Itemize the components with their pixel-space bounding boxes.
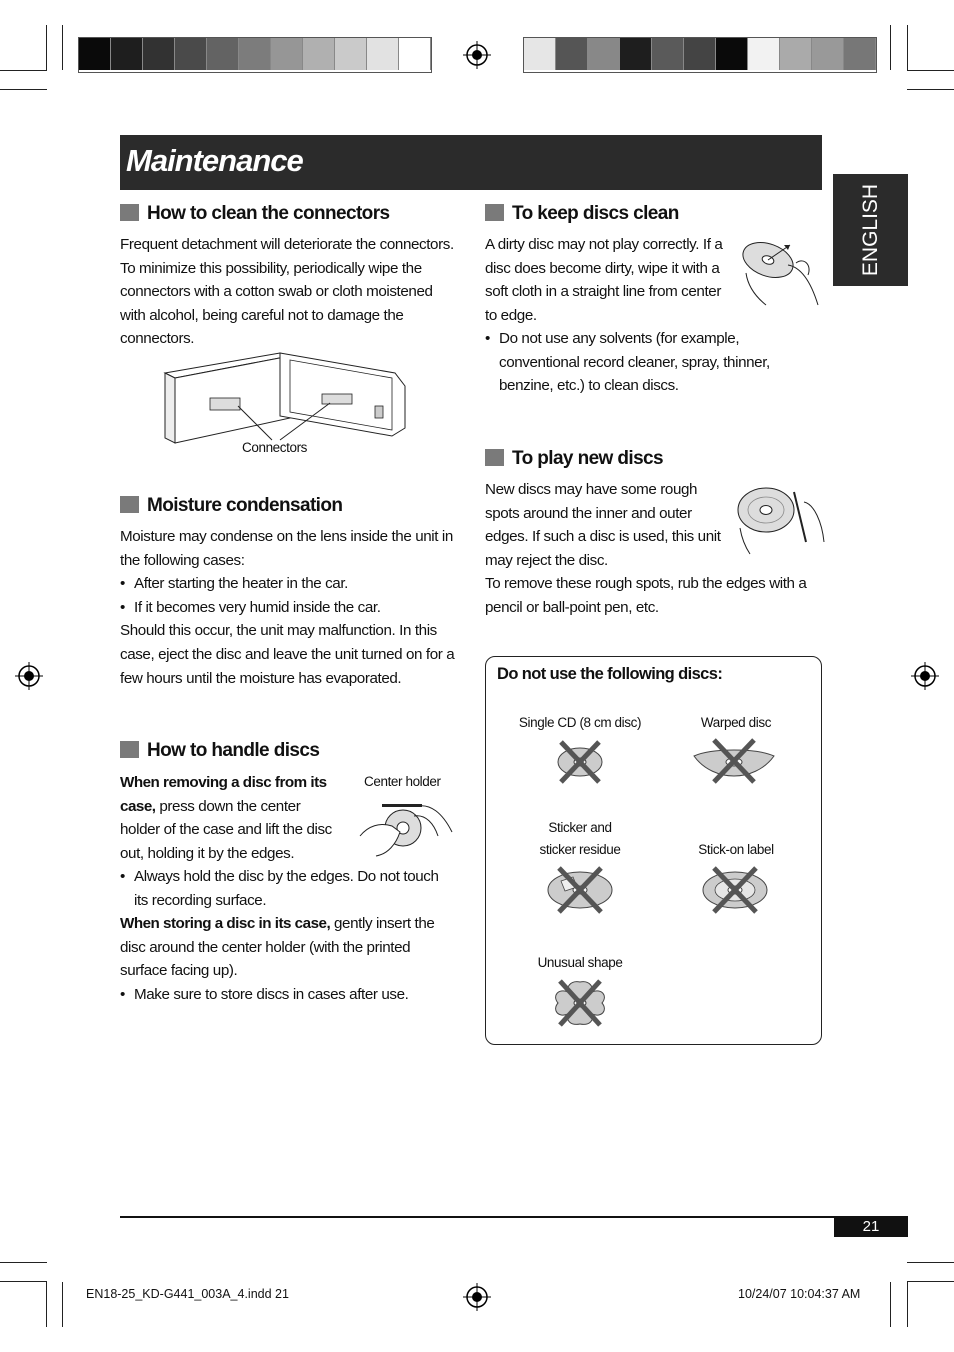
- unusual-shape-icon: [550, 978, 610, 1028]
- handle-bullet-1: • Always hold the disc by the edges. Do not touch its recording surface.: [120, 865, 455, 912]
- color-swatch: [588, 38, 620, 70]
- handle-bullet-2: • Make sure to store discs in cases after use.: [120, 983, 455, 1007]
- color-swatch: [111, 38, 143, 70]
- do-not-use-heading: Do not use the following discs:: [497, 665, 723, 683]
- title-bar: [120, 135, 822, 190]
- color-swatch: [207, 38, 239, 70]
- color-swatch: [748, 38, 780, 70]
- section-square-icon: [485, 204, 504, 221]
- color-swatch: [175, 38, 207, 70]
- color-swatch: [812, 38, 844, 70]
- moisture-bullet-1: • After starting the heater in the car.: [120, 572, 455, 596]
- color-swatch: [620, 38, 652, 70]
- unusual-shape-label: Unusual shape: [537, 955, 623, 970]
- handle-removing: [120, 771, 338, 865]
- color-swatch: [367, 38, 399, 70]
- moisture-heading: Moisture condensation: [120, 495, 342, 517]
- footer-rule: [120, 1216, 908, 1218]
- color-swatch: [684, 38, 716, 70]
- registration-mark-icon: [911, 662, 939, 690]
- color-swatch: [239, 38, 271, 70]
- color-swatch: [303, 38, 335, 70]
- file-info: EN18-25_KD-G441_003A_4.indd 21: [86, 1287, 289, 1301]
- new-discs-body-2: To remove these rough spots, rub the edges with a pencil or ball-point pen, etc.: [485, 575, 807, 616]
- color-swatch: [556, 38, 588, 70]
- moisture-intro: Moisture may condense on the lens inside the unit in the following cases:: [120, 528, 453, 569]
- new-discs-body-1: New discs may have some rough spots around the inner and outer edges. If such a disc is used, this unit may reject the disc.: [485, 481, 721, 569]
- keep-clean-heading: To keep discs clean: [485, 203, 679, 225]
- storing-text: gently insert the disc around the center holder (with the printed surface facing up).: [120, 915, 435, 980]
- warped-disc-icon: [692, 736, 776, 786]
- color-swatch: [716, 38, 748, 70]
- section-square-icon: [120, 204, 139, 221]
- color-swatch: [399, 38, 431, 70]
- stick-on-label-icon: [700, 865, 770, 915]
- keep-clean-bullet: • Do not use any solvents (for example, conventional record cleaner, spray, thinner, benzine, etc.) to clean discs.: [485, 327, 820, 398]
- single-cd-label: Single CD (8 cm disc): [518, 715, 642, 730]
- sticker-label: [510, 817, 650, 861]
- moisture-bullet-2: • If it becomes very humid inside the car.: [120, 596, 455, 620]
- print-timestamp: 10/24/07 10:04:37 AM: [738, 1287, 861, 1301]
- section-square-icon: [120, 741, 139, 758]
- language-tab: [833, 174, 908, 286]
- new-discs-heading: To play new discs: [485, 448, 663, 470]
- color-swatch: [335, 38, 367, 70]
- removing-text: press down the center holder of the case and lift the disc out, holding it by the edges.: [120, 797, 332, 862]
- wipe-disc-figure: [738, 235, 828, 310]
- color-swatch: [652, 38, 684, 70]
- unit-connectors-figure: [160, 348, 410, 448]
- registration-mark-icon: [463, 41, 491, 69]
- single-cd-icon: [555, 738, 605, 786]
- page-number: 21: [834, 1217, 908, 1237]
- moisture-body: [120, 525, 455, 690]
- color-swatch: [524, 38, 556, 70]
- color-swatch: [844, 38, 876, 70]
- connectors-heading: How to clean the connectors: [120, 203, 389, 225]
- warped-disc-label: Warped disc: [700, 715, 772, 730]
- connectors-body: Frequent detachment will deteriorate the connectors. To minimize this possibility, periodically wipe the connectors with a cotton swab or cloth moistened with alcohol, being careful not to damage the connectors.: [120, 236, 454, 348]
- rub-disc-figure: [734, 482, 828, 556]
- center-holder-figure: [358, 796, 458, 860]
- color-swatch: [143, 38, 175, 70]
- page-title: Maintenance: [126, 143, 303, 178]
- moisture-outro: Should this occur, the unit may malfunction. In this case, eject the disc and leave the unit turned on for a few hours until the moisture has evaporated.: [120, 622, 455, 687]
- sticker-label-line-1: Sticker and: [548, 820, 612, 835]
- registration-mark-icon: [15, 662, 43, 690]
- language-label: ENGLISH: [858, 183, 882, 277]
- connectors-caption: Connectors: [242, 440, 308, 455]
- color-swatch: [79, 38, 111, 70]
- section-square-icon: [120, 496, 139, 513]
- center-holder-caption: Center holder: [364, 774, 441, 789]
- storing-bold: When storing a disc in its case,: [120, 915, 331, 933]
- keep-clean-bullet-wrap: [485, 327, 820, 398]
- sticker-residue-icon: [545, 865, 615, 915]
- color-swatch: [780, 38, 812, 70]
- section-square-icon: [485, 449, 504, 466]
- color-swatch: [271, 38, 303, 70]
- stick-on-label: Stick-on label: [698, 842, 774, 857]
- handle-body: [120, 865, 455, 1007]
- handle-heading: How to handle discs: [120, 740, 319, 762]
- registration-mark-icon: [463, 1283, 491, 1311]
- keep-clean-body: A dirty disc may not play correctly. If a disc does become dirty, wipe it with a soft cloth in a straight line from center to edge.: [485, 236, 723, 324]
- sticker-label-line-2: sticker residue: [539, 842, 621, 857]
- removing-bold: When removing a disc from its case,: [120, 774, 327, 815]
